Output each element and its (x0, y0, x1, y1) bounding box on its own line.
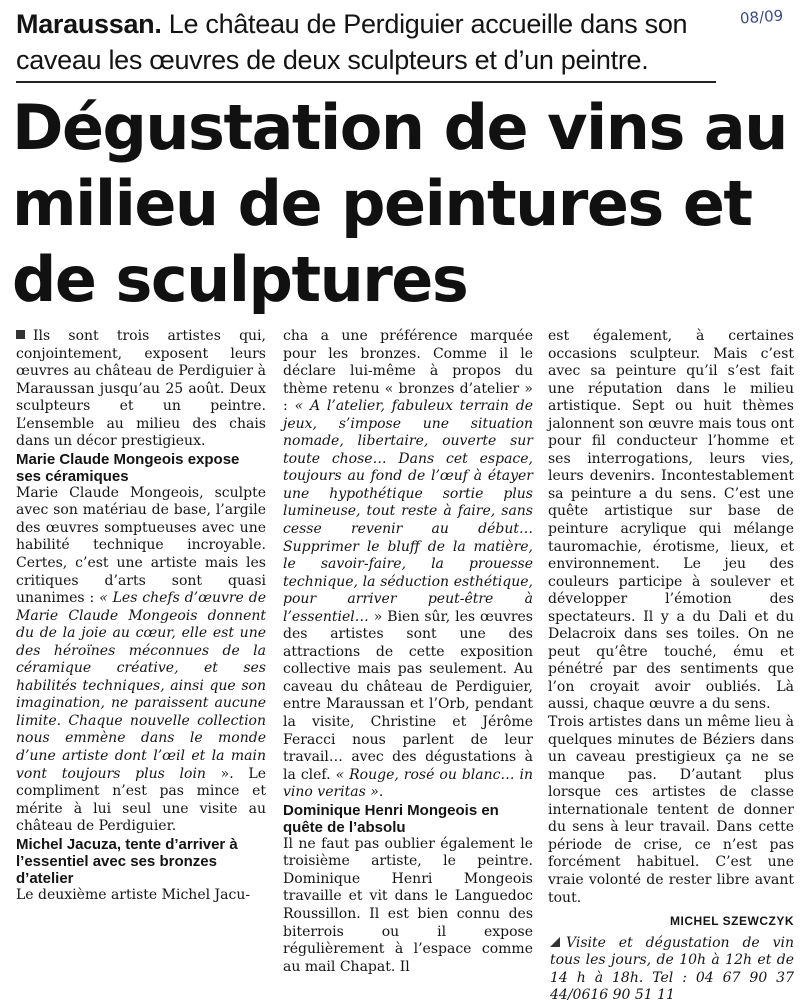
subheading-dominique-henri: Dominique Henri Mongeois en quête de l’absolu (283, 801, 499, 836)
paragraph-michel-jacuza-start: Le deuxième artiste Michel Jacu- (16, 886, 251, 903)
kicker-text: Le château de Perdiguier accueille dans son caveau les œuvres de deux sculpteurs et d’un peintre. (16, 9, 688, 75)
article-kicker (16, 6, 751, 78)
column-1 (16, 328, 266, 904)
kicker-underline (16, 81, 716, 83)
kicker-place: Maraussan. (16, 9, 162, 39)
paragraph-dominique-henri: Il ne faut pas oublier également le troisième artiste, le peintre. Dominique Henri Mongeois travaille et vit dans le Languedoc Roussillon. Il est bien connu des biterrois ou il expose régulièrement à l’espace comme au mail Chapat. Il (283, 835, 533, 975)
column-2 (283, 328, 533, 976)
subheading-marie-claude: Marie Claude Mongeois expose ses céramiques (16, 450, 240, 485)
bullet-square-icon (16, 330, 25, 339)
column-3 (548, 328, 794, 1005)
article-headline: Dégustation de vins au milieu de peintures et de sculptures (12, 91, 787, 316)
visit-info: Visite et dégustation de vin tous les jours, de 10h à 12h et de 14 h à 18h. Tel : 04 67 90 37 44/0616 90 51 11 (550, 934, 794, 1004)
paragraph-conclusion: Trois artistes dans un même lieu à quelques minutes de Béziers dans un caveau prestigieux ça ne se manque pas. D’autant plus lorsque ces artistes de classe internationale tentent de donner du sens à leur travail. Dans cette période de crise, ce n’est pas forcément habituel. C’est une vraie volonté de rester libre avant tout. (548, 714, 794, 906)
paragraph-painter: est également, à certaines occasions sculpteur. Mais c’est avec sa peinture qu’il s’est fait une réputation dans le milieu artistique. Sept ou huit thèmes jalonnent son œuvre mais tous ont pour fil conducteur l’homme et ses interrogations, leurs vies, leurs devenirs. Incontestablement sa peinture a du sens. C’est une quête artistique sur base de peinture acrylique qui mélange tauromachie, érotisme, lieux, et environnement. Le jeu des couleurs participe à soulever et développer l’émotion des spectateurs. Il y a du Dali et du Delacroix dans ses toiles. On ne peut qu’être touché, ému et pénétré par des sentiments que l’on croyait avoir oubliés. Là aussi, chaque œuvre a du sens. (548, 328, 794, 713)
triangle-marker-icon (550, 937, 560, 947)
author-byline: MICHEL SZEWCZYK (670, 914, 794, 929)
intro-paragraph: Ils sont trois artistes qui, conjointement, exposent leurs œuvres au château de Perdiguier à Maraussan jusqu’au 25 août. Deux sculpteurs et un peintre. L’ensemble au milieu des chais dans un décor prestigieux. (16, 328, 266, 450)
paragraph-marie-claude: Marie Claude Mongeois, sculpte avec son matériau de base, l’argile des œuvres somptueuses avec une habilité technique incroyable. Certes, c’est une artiste mais les critiques d’arts sont quasi unanimes : « Les chefs d’œuvre de Marie Claude Mongeois donnent du de la joie au cœur, elle est une des héroïnes méconnues de la céramique créative, et ses habilités techniques, ainsi que son imagination, ne paraissent aucune limite. Chaque nouvelle collection nous emmène dans le monde d’une artiste dont l’œil et la main vont toujours plus loin ». Le compliment n’est pas mince et mérite à lui seul une visite au château de Perdiguier. (16, 484, 267, 835)
subheading-michel-jacuza: Michel Jacuza, tente d’arriver à l’essentiel avec ses bronzes d’atelier (16, 835, 238, 887)
handwritten-date: 08/09 (739, 6, 784, 28)
paragraph-bronzes: cha a une préférence marquée pour les bronzes. Comme il le déclare lui-même à propos du thème retenu « bronzes d’atelier » : « A l’atelier, fabuleux terrain de jeux, s’impose une situation nomade, libertaire, ouverte sur toute chose… Dans cet espace, toujours au fond de l’œuf à étayer une hypothétique sortie plus lumineuse, tout reste à faire, sans cesse revenir au début…Supprimer le bluff de la matière, le savoir-faire, la prouesse technique, la séduction esthétique, pour arriver peut-être à l’essentiel… » Bien sûr, les œuvres des artistes sont une des attractions de cette exposition collective mais pas seulement. Au caveau du château de Perdiguier, entre Maraussan et l’Orb, pendant la visite, Christine et Jérôme Feracci nous parlent de leur travail… avec des dégustations à la clef. « Rouge, rosé ou blanc… in vino veritas ». (283, 328, 533, 801)
